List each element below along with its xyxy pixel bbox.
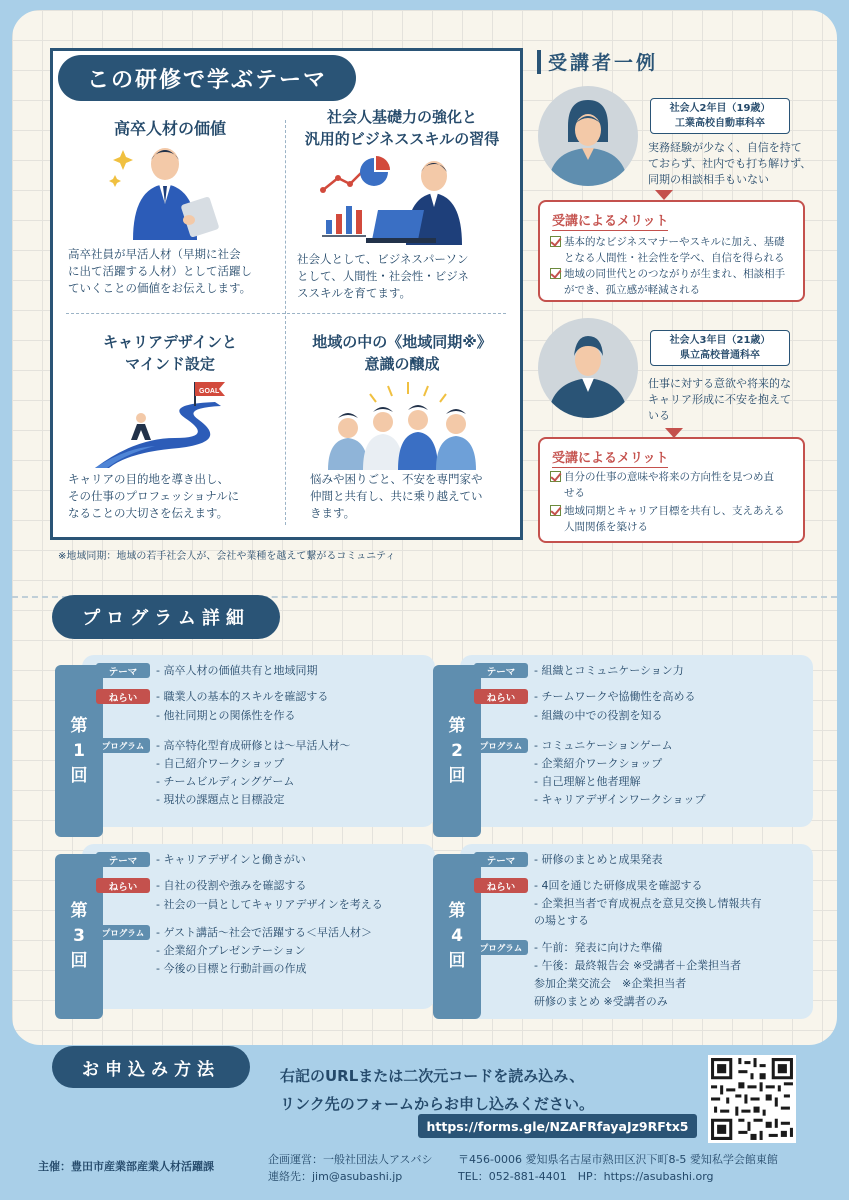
session-line: - 研修のまとめと成果発表 (534, 853, 663, 866)
session-line: - キャリアデザインワークショップ (534, 793, 706, 806)
female-student-icon (538, 86, 638, 186)
num-char: 回 (448, 765, 466, 786)
merit-line: せる (564, 487, 585, 499)
num-char: 2 (451, 740, 463, 761)
examples-heading: 受講者一例 (548, 52, 659, 74)
application-url-link[interactable]: https://forms.gle/NZAFRfayaJz9RFtx5 (418, 1114, 697, 1138)
merit-line: ができ、孤立感が軽減される (564, 284, 701, 296)
session-2-body (474, 663, 804, 823)
tag-aim: ねらい (96, 689, 150, 704)
session-1-card (70, 655, 435, 827)
session-line: - 午前：発表に向けた準備 (534, 941, 663, 954)
tag-aim: ねらい (474, 689, 528, 704)
desc-line: キャリア形成に不安を抱えて (648, 393, 791, 406)
num-char: 1 (73, 740, 85, 761)
session-line: - 企業紹介ワークショップ (534, 757, 663, 770)
profile-box-2 (650, 330, 790, 366)
num-char: 4 (451, 926, 463, 946)
goal-path-illustration (95, 380, 245, 470)
profile-line: 社会人3年目（21歳） (669, 335, 771, 346)
merit-item (550, 469, 774, 501)
theme-q1-line: に出て活躍する人材）として活躍し (68, 264, 252, 278)
business-person-tablet-illustration (105, 140, 225, 245)
footer-host: 主催：豊田市産業部産業人材活躍課 (38, 1160, 214, 1173)
num-char: 回 (70, 951, 88, 971)
checkbox-icon (550, 236, 561, 247)
desc-line: ておらず、社内でも打ち解けず、 (648, 157, 812, 170)
theme-q3-line: キャリアの目的地を導き出し、 (68, 472, 229, 486)
merit-item (550, 266, 785, 298)
merit-title-1: 受講によるメリット (552, 210, 668, 229)
tag-theme: テーマ (96, 663, 150, 678)
num-char: 第 (70, 715, 88, 736)
checkbox-icon (550, 471, 561, 482)
session-line: - 企業紹介プレゼンテーション (156, 944, 306, 957)
session-line: - 企業担当者で育成視点を意見交換し情報共有 (534, 897, 762, 910)
theme-q1-line: 高卒社員が早活人材（早期に社会 (68, 247, 241, 261)
footer-address: 〒456-0006 愛知県名古屋市熱田区沢下町8-5 愛知私学会館東館 (458, 1153, 778, 1166)
session-2-card (448, 655, 813, 827)
theme-q2-title (292, 106, 512, 150)
theme-q3-text (68, 471, 278, 522)
profile-box-1 (650, 98, 790, 134)
theme-q3-line: その仕事のプロフェッショナルに (68, 489, 240, 503)
theme-divider-horizontal (66, 313, 506, 314)
theme-q4-line: 仲間と共有し、共に乗り越えてい (310, 489, 483, 503)
tag-aim: ねらい (96, 878, 150, 893)
theme-q1-text (68, 246, 278, 297)
session-4-body (474, 852, 804, 1017)
merit-box-1 (538, 200, 805, 302)
num-char: 第 (70, 901, 88, 921)
session-line: - 高卒人材の価値共有と地域同期 (156, 664, 318, 677)
session-line: - 午後：最終報告会 ※受講者＋企業担当者 (534, 959, 742, 972)
session-line: - 組織とコミュニケーション力 (534, 664, 684, 677)
session-line: - 自社の役割や強みを確認する (156, 879, 307, 892)
theme-q4-line: 悩みや困りごと、不安を専門家や (310, 472, 483, 486)
merit-line: 地域同期とキャリア目標を共有し、支えあえる (564, 505, 785, 517)
apply-line: 右記のURLまたは二次元コードを読み込み、 (280, 1067, 585, 1085)
session-line: - チームビルディングゲーム (156, 775, 295, 788)
profile-line: 社会人2年目（19歳） (669, 103, 771, 114)
session-line: - 自己紹介ワークショップ (156, 757, 285, 770)
num-char: 第 (448, 715, 466, 736)
theme-q4-text (310, 471, 510, 522)
goal-flag-label: GOAL (199, 388, 220, 395)
session-3-body (96, 852, 426, 1002)
session-line: - 社会の一員としてキャリアデザインを考える (156, 898, 383, 911)
session-line: - 組織の中での役割を知る (534, 709, 663, 722)
merit-line: 基本的なビジネスマナーやスキルに加え、基礎 (564, 236, 785, 248)
session-line: の場とする (534, 914, 589, 927)
theme-q3-line: なることの大切さを伝えます。 (68, 506, 229, 520)
footer-planner: 企画運営：一般社団法人アスバシ (268, 1153, 433, 1166)
session-line: - チームワークや協働性を高める (534, 690, 696, 703)
theme-q2-line: として、人間性・社会性・ビジネ (297, 269, 469, 283)
tag-theme: テーマ (96, 852, 150, 867)
num-char: 回 (70, 765, 88, 786)
merit-line: 地域の同世代とのつながりが生まれ、相談相手 (564, 268, 786, 280)
theme-q4-line: きます。 (310, 506, 356, 520)
team-cheer-illustration (318, 380, 498, 470)
footnote: ※地域同期：地域の若手社会人が、会社や業種を越えて繋がるコミュニティ (58, 551, 396, 562)
theme-title: この研修で学ぶテーマ (58, 55, 356, 101)
theme-q3-title-line: マインド設定 (125, 355, 215, 373)
tag-program: プログラム (474, 940, 528, 955)
theme-q2-line: ススキルを育てます。 (297, 286, 411, 300)
desc-line: 実務経験が少なく、自信を持て (648, 141, 802, 154)
checkbox-icon (550, 505, 561, 516)
session-line: - 職業人の基本的スキルを確認する (156, 690, 329, 703)
theme-q2-text (297, 251, 507, 302)
qr-code-icon[interactable] (708, 1055, 796, 1143)
theme-q2-title-line: 汎用的ビジネススキルの習得 (304, 130, 500, 148)
session-line: - キャリアデザインと働きがい (156, 853, 306, 866)
session-1-body (96, 663, 426, 823)
merit-line: 人間関係を築ける (564, 521, 648, 533)
profile-line: 県立高校普通科卒 (680, 350, 760, 361)
theme-divider-vertical (285, 120, 286, 525)
theme-q1-title: 高卒人材の価値 (113, 119, 226, 138)
apply-line: リンク先のフォームからお申し込みください。 (280, 1095, 594, 1113)
tag-aim: ねらい (474, 878, 528, 893)
session-line: - 自己理解と他者理解 (534, 775, 641, 788)
arrow-down-icon (655, 190, 673, 200)
profile-line: 工業高校自動車科卒 (675, 118, 765, 129)
data-analysis-illustration (318, 150, 498, 245)
footer-contact: 連絡先：jim@asubashi.jp (268, 1170, 403, 1183)
tag-program: プログラム (474, 738, 528, 753)
session-line: - コミュニケーションゲーム (534, 739, 673, 752)
examples-heading-bar (537, 50, 541, 74)
num-char: 3 (73, 926, 85, 946)
theme-q3-title-line: キャリアデザインと (103, 333, 237, 351)
example-2-description (648, 376, 791, 424)
theme-q4-title-line: 地域の中の《地域同期※》 (312, 333, 492, 351)
apply-title: お申込み方法 (52, 1046, 250, 1088)
theme-q4-title-line: 意識の醸成 (364, 355, 440, 373)
merit-line: となる人間性・社会性を学べ、自信を得られる (564, 252, 785, 264)
avatar-student-2 (538, 318, 638, 418)
checkbox-icon (550, 268, 561, 279)
session-line: - 高卒特化型育成研修とは〜早活人材〜 (156, 739, 351, 752)
theme-q2-title-line: 社会人基礎力の強化と (326, 108, 477, 126)
desc-line: 仕事に対する意欲や将来的な (648, 377, 791, 390)
num-char: 回 (448, 951, 466, 971)
theme-q4-title (292, 331, 512, 375)
session-line: - ゲスト講話〜社会で活躍する＜早活人材＞ (156, 926, 373, 939)
male-student-icon (538, 318, 638, 418)
session-4-card (448, 844, 813, 1019)
theme-q1-line: ていくことの価値をお伝えします。 (68, 281, 252, 295)
tag-program: プログラム (96, 738, 150, 753)
avatar-student-1 (538, 86, 638, 186)
session-line: - 現状の課題点と目標設定 (156, 793, 285, 806)
merit-title-2: 受講によるメリット (552, 447, 668, 466)
theme-q2-line: 社会人として、ビジネスパーソン (297, 252, 469, 266)
session-line: 参加企業交流会 ※企業担当者 (534, 977, 687, 990)
session-line: - 他社同期との関係性を作る (156, 709, 296, 722)
session-3-card (70, 844, 435, 1009)
num-char: 第 (448, 901, 466, 921)
tag-program: プログラム (96, 925, 150, 940)
tag-theme: テーマ (474, 852, 528, 867)
desc-line: いる (648, 409, 670, 422)
merit-item (550, 234, 785, 266)
session-line: 研修のまとめ ※受講者のみ (534, 995, 668, 1008)
session-line: - 4回を通じた研修成果を確認する (534, 879, 703, 892)
program-title: プログラム詳細 (52, 595, 280, 639)
session-line: - 今後の目標と行動計画の作成 (156, 962, 307, 975)
merit-item (550, 503, 785, 535)
merit-line: 自分の仕事の意味や将来の方向性を見つめ直 (564, 471, 774, 483)
apply-instructions (280, 1062, 594, 1118)
theme-q3-title (70, 331, 270, 375)
example-1-description (648, 140, 811, 188)
tag-theme: テーマ (474, 663, 528, 678)
merit-box-2 (538, 437, 805, 543)
footer-tel-hp: TEL：052-881-4401 HP：https://asubashi.org (458, 1170, 714, 1183)
desc-line: 同期の相談相手もいない (648, 173, 769, 186)
